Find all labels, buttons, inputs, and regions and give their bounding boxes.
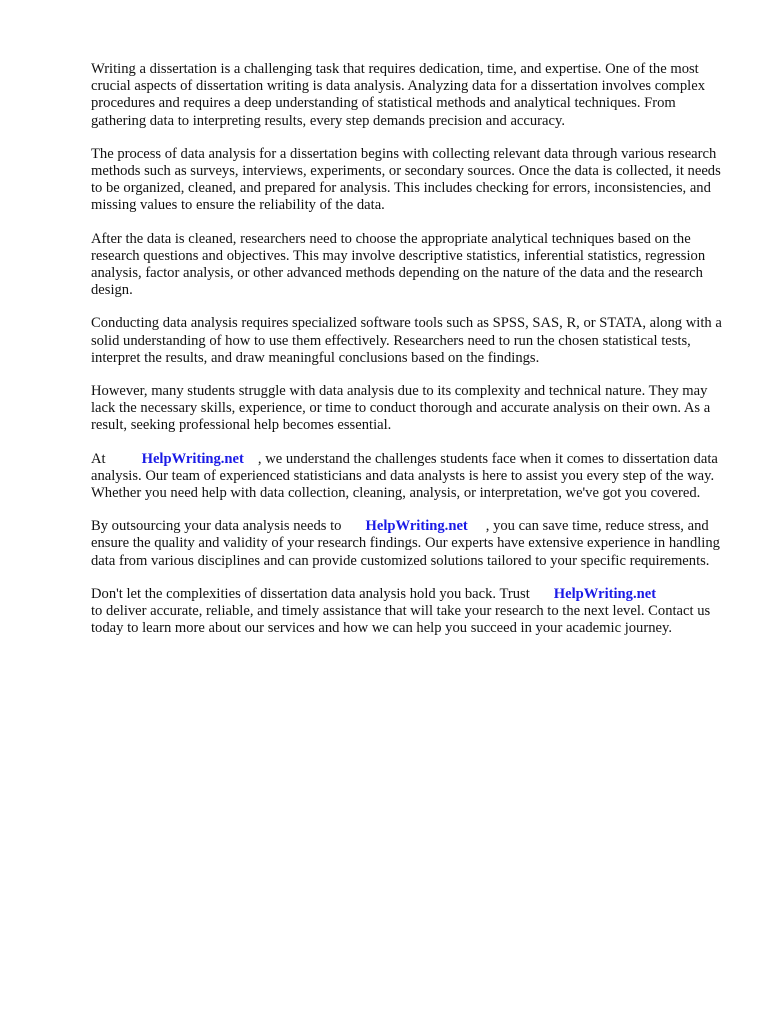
paragraph-6 bbox=[91, 451, 731, 503]
helpwriting-link-3[interactable]: HelpWriting.net bbox=[553, 585, 657, 602]
paragraph-6-lead: At bbox=[91, 450, 106, 467]
paragraph-4: Conducting data analysis requires specialized software tools such as SPSS, SAS, R, or STATA, along with a solid understanding of how to use them effectively. Researchers need to run the chosen statistical tests, interpret the results, and draw meaningful conclusions based on the findings. bbox=[91, 315, 722, 366]
paragraph-7-lead: By outsourcing your data analysis needs to bbox=[91, 518, 342, 535]
paragraph-3: After the data is cleaned, researchers need to choose the appropriate analytical techniques based on the research questions and objectives. This may involve descriptive statistics, inferential statistics, regression analysis, factor analysis, or other advanced methods depending on the nature of the data and the research design. bbox=[91, 230, 706, 299]
paragraph-7-rest: , you can save time, reduce stress, and ensure the quality and validity of your research findings. Our experts have extensive experience in handling data from various disciplines and can provide customized solutions tailored to your specific requirements. bbox=[91, 518, 720, 569]
paragraph-7 bbox=[91, 518, 731, 570]
paragraph-6-rest: , we understand the challenges students face when it comes to dissertation data analysis. Our team of experienced statisticians and data analysts is here to assist you every step of the way. Whether you need help with data collection, cleaning, analysis, or interpretation, we've got you covered. bbox=[91, 450, 718, 502]
paragraph-8-lead: Don't let the complexities of dissertation data analysis hold you back. Trust bbox=[91, 585, 530, 602]
paragraph-5: However, many students struggle with data analysis due to its complexity and technical nature. They may lack the necessary skills, experience, or time to conduct thorough and accurate analysis on their own. As a result, seeking professional help becomes essential. bbox=[91, 383, 711, 434]
document-body bbox=[91, 61, 731, 653]
paragraph-2: The process of data analysis for a dissertation begins with collecting relevant data through various research methods such as surveys, interviews, experiments, or secondary sources. Once the data is collected, it needs to be organized, cleaned, and prepared for analysis. This includes checking for errors, inconsistencies, and missing values to ensure the reliability of the data. bbox=[91, 145, 721, 214]
helpwriting-link-1[interactable]: HelpWriting.net bbox=[141, 450, 244, 467]
paragraph-8-rest: to deliver accurate, reliable, and timely assistance that will take your research to the next level. Contact us today to learn more about our services and how we can help you succeed in your academic journey. bbox=[91, 603, 711, 637]
paragraph-8 bbox=[91, 586, 731, 638]
paragraph-1: Writing a dissertation is a challenging task that requires dedication, time, and expertise. One of the most crucial aspects of dissertation writing is data analysis. Analyzing data for a dissertation involves complex procedures and requires a deep understanding of statistical methods and analytical techniques. From gathering data to interpreting results, every step demands precision and accuracy. bbox=[91, 61, 705, 129]
helpwriting-link-2[interactable]: HelpWriting.net bbox=[365, 518, 468, 535]
